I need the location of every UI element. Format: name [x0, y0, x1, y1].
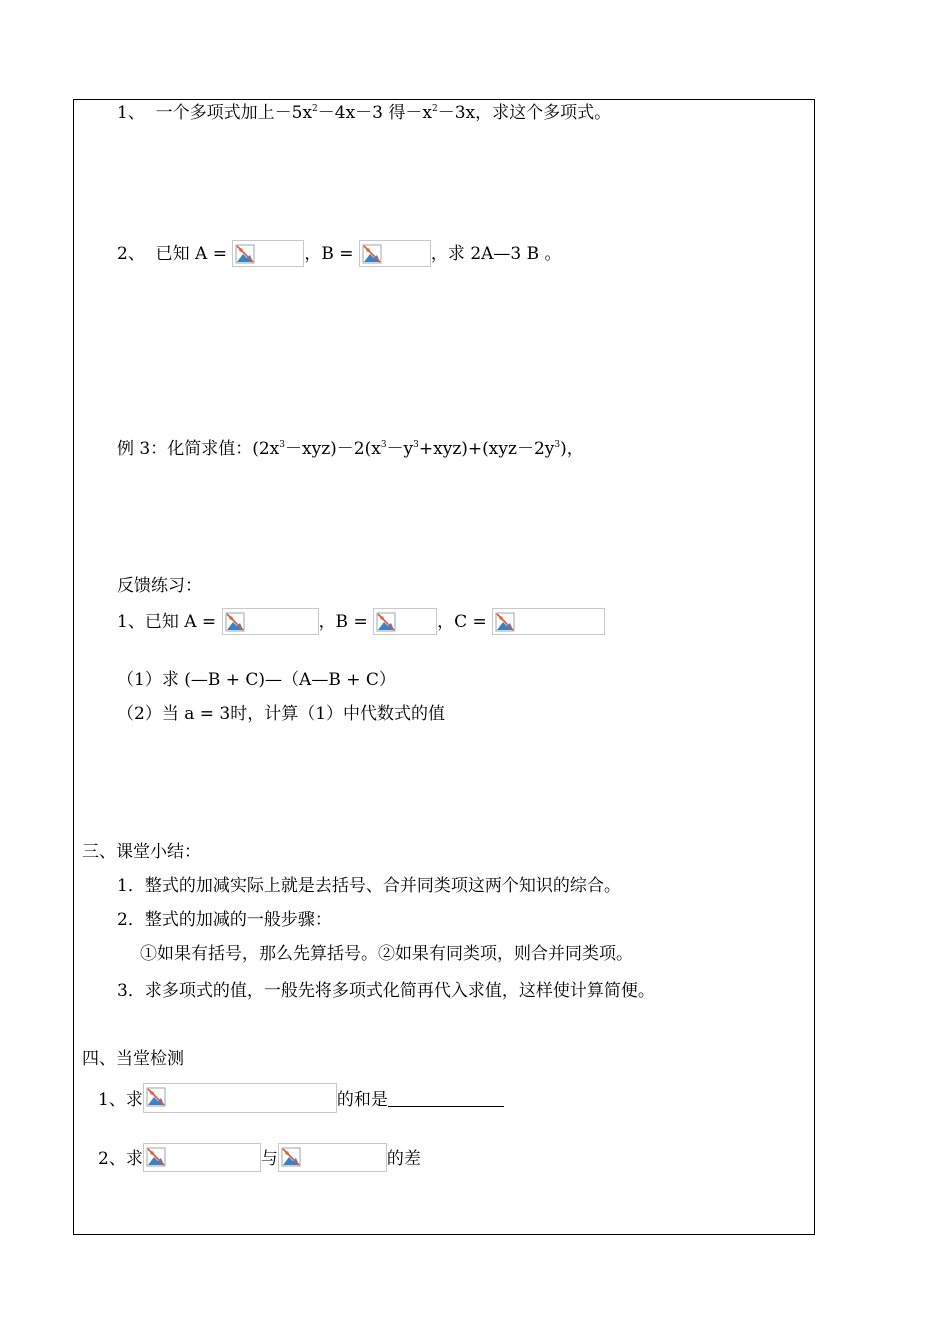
- broken-image-icon: [146, 1087, 166, 1107]
- worksheet-frame: [73, 99, 815, 1235]
- test-title: 四、当堂检测: [82, 1049, 184, 1069]
- broken-image-A: [232, 240, 304, 267]
- broken-image-A: [222, 608, 319, 635]
- broken-image-icon: [376, 612, 396, 632]
- summary-item-1: 1．整式的加减实际上就是去括号、合并同类项这两个知识的综合。: [117, 876, 621, 896]
- broken-image-C: [492, 608, 605, 635]
- broken-image-icon: [146, 1147, 166, 1167]
- broken-image-icon: [235, 244, 255, 264]
- question-2: 2、 已知 A = ，B = ，求 2A—3 B 。: [117, 240, 562, 267]
- broken-image-expression: [143, 1083, 337, 1113]
- example-3: 例 3：化简求值：$(2x^3-xyz)-2(x^3-y^3+xyz)+(xyz-2y^3)$，: [117, 439, 584, 459]
- question-1: 1、 一个多项式加上$-5x^2-4x-3$ 得$-x^2-3x$，求这个多项式。: [117, 103, 612, 123]
- broken-image-icon: [281, 1147, 301, 1167]
- summary-item-3: 3．求多项式的值，一般先将多项式化简再代入求值，这样使计算简便。: [117, 981, 655, 1001]
- summary-title: 三、课堂小结：: [82, 842, 201, 862]
- summary-item-2: 2．整式的加减的一般步骤：: [117, 910, 332, 930]
- feedback-title: 反馈练习：: [117, 576, 202, 596]
- broken-image-B: [373, 608, 437, 635]
- broken-image-icon: [495, 612, 515, 632]
- broken-image-expression-2: [278, 1143, 387, 1172]
- broken-image-icon: [362, 244, 382, 264]
- feedback-part-1: （1）求 (—B + C)—（A—B + C）: [117, 670, 396, 690]
- summary-item-2-sub: ①如果有括号，那么先算括号。②如果有同类项，则合并同类项。: [140, 944, 633, 964]
- answer-blank[interactable]: [388, 1088, 504, 1107]
- broken-image-expression-1: [143, 1143, 261, 1172]
- test-question-1: 1、求 的和是: [98, 1083, 504, 1113]
- feedback-part-2: （2）当 a = 3时，计算（1）中代数式的值: [117, 704, 446, 724]
- test-question-2: 2、求 与 的差: [98, 1143, 421, 1172]
- broken-image-icon: [225, 612, 245, 632]
- broken-image-B: [359, 240, 431, 267]
- feedback-question-1: 1、已知 A = ，B = ，C =: [117, 608, 605, 635]
